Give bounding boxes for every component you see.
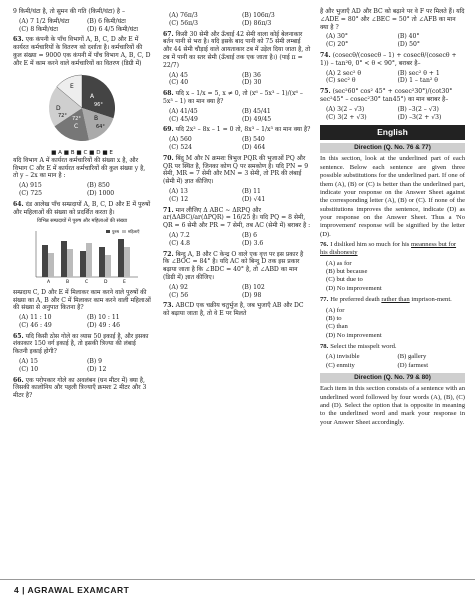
option: (A) 76π/3 bbox=[169, 12, 198, 19]
q71-options bbox=[169, 232, 311, 248]
question-72: 72. बिन्दु A, B और C केन्द्र O वाले एक वृत्त पर इस प्रकार है कि ∠BOC = 84° है। यदि AC को बिन्दु D तक इस प्रकार बढ़ाया जाता है कि ∠BDC = 40° है, तो ∠ABD का मान (डिग्री में) ज्ञात कीजिए। bbox=[163, 250, 304, 281]
option: (D) farmest bbox=[397, 361, 429, 369]
column-2 bbox=[163, 8, 311, 320]
option: (C) 45/49 bbox=[169, 115, 198, 123]
option: (B) 10 : 11 bbox=[87, 314, 120, 322]
direction-text-79-80: Each item in this section consists of a sentence with an underlined word followed by four words (A), (B), (C) and (D). Select the option that is opposite in meaning to the underlined word and mark your response in your Answer Sheet accordingly. bbox=[320, 385, 465, 426]
option: (D) 98 bbox=[242, 291, 262, 299]
option: (B) to bbox=[326, 314, 342, 322]
question-74: 74. (cosecθ/(cosecθ – 1) + cosecθ/(cosecθ + 1)) – tan²θ, 0° < θ < 90°, बराबर है– bbox=[320, 51, 457, 67]
option: (A) invisible bbox=[326, 353, 360, 361]
q77-options bbox=[326, 307, 465, 340]
q63-options bbox=[19, 182, 151, 198]
footer-divider bbox=[0, 579, 475, 580]
q63-continued: यदि विभाग A में कार्यरत कर्मचारियों की संख्या x है, और विभाग C और E में कार्यरत कर्मचारियों की कुल संख्या y है, तो y – 2x का मान है : bbox=[13, 156, 146, 180]
bar-tick-b: B bbox=[66, 279, 70, 285]
question-68: 68. यदि x – 1/x = 5, x ≠ 0, तो (x⁶ – 5x³ – 1)/(x⁶ – 5x³ – 1) का मान क्या है? bbox=[163, 90, 303, 105]
bar-group-d bbox=[99, 247, 111, 277]
q77-text-end: imprison-ment. bbox=[411, 296, 452, 304]
option: (B) –3(2 – √3) bbox=[397, 105, 439, 113]
option: (C) but due to bbox=[326, 276, 363, 284]
q65-text: यदि किसी ठोस गोले का व्यास 50 इकाई है, और इसका शंकाकार 150 वर्ग इकाई है, तो इसकी त्रिज्या की लंबाई कितनी इकाई होगी? bbox=[13, 332, 149, 356]
option: (A) 7.2 bbox=[169, 231, 190, 239]
option: (A) 11 : 10 bbox=[19, 314, 52, 322]
option: (D) 3.6 bbox=[242, 239, 264, 247]
pie-legend: ■ A ■ B ■ C ■ D ■ E bbox=[51, 149, 113, 156]
question-75: 75. (sec²60° cos² 45° + cosec²30°)/(cot30° sec²45° – cosec²30° tan45°) का मान बराबर है– bbox=[320, 88, 453, 103]
option: (A) 45 bbox=[169, 71, 188, 79]
q65-options bbox=[19, 358, 151, 374]
q64-options bbox=[19, 314, 151, 330]
pie-angle-d: 72° bbox=[58, 112, 67, 119]
question-76: 76. I disliked him so much for his meanness but for his dishonesty bbox=[320, 241, 457, 257]
option: (B) 102 bbox=[242, 283, 265, 291]
option: (A) 2 sec² θ bbox=[326, 69, 362, 77]
q67-options bbox=[169, 72, 311, 88]
pie-angle-a: 96° bbox=[94, 101, 103, 108]
question-65: 65. यदि किसी ठोस गोले का व्यास 50 इकाई है, और इसका शंकाकार 150 वर्ग इकाई है, तो इसकी त्रिज्या की लंबाई कितनी इकाई होगी? bbox=[13, 332, 149, 356]
option: (D) 49 : 46 bbox=[87, 321, 121, 329]
option: (A) 13 bbox=[169, 187, 188, 195]
q72-text: बिन्दु A, B और C केन्द्र O वाले एक वृत्त पर इस प्रकार है कि ∠BOC = 84° है। यदि AC को बिन्दु D तक इस प्रकार बढ़ाया जाता है कि ∠BDC = 40° है, तो ∠ABD का मान (डिग्री में) ज्ञात कीजिए। bbox=[163, 250, 304, 281]
option: (C) 40 bbox=[169, 79, 189, 87]
option: (D) 49/45 bbox=[242, 115, 272, 123]
option: (C) 12 bbox=[169, 195, 189, 203]
pie-label-b: B bbox=[94, 114, 99, 122]
pie-label-d: D bbox=[56, 104, 61, 112]
pie-chart bbox=[37, 70, 127, 148]
option: (C) 524 bbox=[169, 143, 192, 151]
option: (D) 50° bbox=[397, 41, 420, 49]
option: (B) 11 bbox=[242, 187, 261, 195]
bar-group-e bbox=[118, 239, 130, 277]
option: (C) 10 bbox=[19, 365, 39, 373]
option: (A) as for bbox=[326, 259, 352, 267]
q63-text: एक कंपनी के पाँच विभागों A, B, C, D और E में कार्यरत कर्मचारियों के वितरण को दर्शाता है। कर्मचारियों की कुल संख्या = 9000 एक कंपनी में पाँच विभाग A, B, C, D और E में काम करने वाले कर्मचारियों का वितरण (डिग्री में) bbox=[13, 36, 151, 67]
option: (C) 725 bbox=[19, 189, 42, 197]
q73-continued: है और भुजाएँ AD और BC को बढ़ाने पर वे F पर मिलते हैं। यदि ∠ADE = 80° और ∠BEC = 50° तो ∠AFB का मान क्या है ? bbox=[320, 8, 465, 31]
pie-label-c: C bbox=[74, 122, 79, 130]
q76-underlined: meanness but for his dishonesty bbox=[320, 241, 457, 257]
bar-tick-a: A bbox=[47, 279, 51, 285]
q67-text: किसी 30 सेमी और ऊँचाई 42 सेमी वाला कोई बेलनाकार बर्तन पानी से भरा है। यदि इसके बाद पानी को 75 सेमी लम्बाई और 44 सेमी चौड़ाई वाले आयताकार टब में उड़ेल दिया जाता है, तो टब में पानी का स्तर सेमी (ऊँचाई तक एक जाता है।) (पाई π = 22/7) bbox=[163, 30, 311, 69]
q73-text: ABCD एक चक्रीय चतुर्भुज है, जब भुजाएँ AB और DC को बढ़ाया जाता है, तो वे E पर मिलते bbox=[163, 302, 304, 318]
option: (B) 6 bbox=[242, 231, 258, 239]
option: (A) 92 bbox=[169, 283, 188, 291]
question-63: 63. एक कंपनी के पाँच विभागों A, B, C, D और E में कार्यरत कर्मचारियों के वितरण को दर्शाता है। कर्मचारियों की कुल संख्या = 9000 एक कंपनी में पाँच विभाग A, B, C, D और E में काम करने वाले कर्मचारियों का वितरण (डिग्री में) bbox=[13, 36, 151, 67]
option: (B) gallery bbox=[397, 353, 427, 361]
option: (C) 4.8 bbox=[169, 239, 191, 247]
q71-text: मान लीजिए Δ ABC ~ ΔRPQ और ar(ΔABC)/ar(ΔPQR) = 16/25 है। यदि PQ = 8 सेमी, QR = 6 सेमी और PR = 7 सेमी, तब AC (सेमी में) बराबर है : bbox=[163, 206, 311, 230]
option: (C) enmity bbox=[326, 361, 355, 369]
option: (C) 3(2 + √3) bbox=[326, 113, 367, 121]
option: (C) sec² θ bbox=[326, 77, 356, 85]
question-78: 78. Select the misspelt word. bbox=[320, 342, 397, 350]
bar-chart bbox=[22, 227, 142, 287]
q77-text: He preferred death bbox=[330, 296, 380, 304]
option: (C) than bbox=[326, 323, 348, 331]
bar-tick-c: C bbox=[85, 279, 89, 285]
q69-text: यदि 2x² – 8x – 1 = 0 तो, 8x³ – 1/x³ का मान क्या है? bbox=[175, 126, 311, 134]
bar-legend-women: महिलाएँ bbox=[128, 228, 140, 234]
option: (B) 36 bbox=[242, 71, 261, 79]
question-64: 64. दंड आलेख पाँच सम्प्रदायों A, B, C, D और E में पुरुषों और महिलाओं की संख्या को प्रदर्शित करता है। bbox=[13, 200, 151, 216]
option: (A) 3(2 – √3) bbox=[326, 105, 365, 113]
q75-options bbox=[326, 106, 465, 122]
q68-options bbox=[169, 108, 311, 124]
q66-options bbox=[169, 12, 311, 28]
page-footer bbox=[0, 575, 475, 600]
bar-tick-e: E bbox=[123, 279, 126, 285]
option: (A) 7 1/2 किमी/घंटा bbox=[19, 17, 70, 25]
option: (C) 8 किमी/घंटा bbox=[19, 25, 58, 33]
pie-label-e: E bbox=[70, 82, 74, 90]
bar-group-b bbox=[61, 241, 73, 277]
option: (A) 915 bbox=[19, 182, 42, 190]
q76-options bbox=[326, 260, 465, 293]
option: (D) 464 bbox=[242, 143, 266, 151]
q70-options bbox=[169, 188, 311, 204]
direction-heading-79-80: Direction (Q. No. 79 & 80) bbox=[320, 373, 465, 383]
q75-text: (sec²60° cos² 45° + cosec²30°)/(cot30° sec²45° – cosec²30° tan45°) का मान बराबर है– bbox=[320, 88, 453, 103]
bar-chart-title: विभिन्न सम्प्रदायों में पुरुष और महिलाओं की संख्या bbox=[36, 218, 128, 225]
q78-text: Select the misspelt word. bbox=[330, 342, 397, 350]
option: (B) 45/41 bbox=[242, 107, 271, 115]
question-71: 71. मान लीजिए Δ ABC ~ ΔRPQ और ar(ΔABC)/ar(ΔPQR) = 16/25 है। यदि PQ = 8 सेमी, QR = 6 सेमी और PR = 7 सेमी, तब AC (सेमी में) बराबर है : bbox=[163, 206, 311, 230]
bar-group-c bbox=[80, 243, 92, 277]
option: (D) 1 – tan² θ bbox=[397, 77, 438, 85]
question-73: 73. ABCD एक चक्रीय चतुर्भुज है, जब भुजाएँ AB और DC को बढ़ाया जाता है, तो वे E पर मिलते bbox=[163, 302, 304, 318]
q76-text: I disliked him so much for his bbox=[330, 241, 410, 249]
option: (B) 106π/3 bbox=[242, 12, 275, 19]
q62-options bbox=[19, 18, 151, 34]
option: (A) 560 bbox=[169, 136, 192, 144]
q68-text: यदि x – 1/x = 5, x ≠ 0, तो (x⁶ – 5x³ – 1)/(x⁶ – 5x³ – 1) का मान क्या है? bbox=[163, 90, 303, 105]
q64-continued: सम्प्रदाय C, D और E में मिलाकर काम करने वाले पुरुषों की संख्या का A, B और C में मिलाकर काम करने वाली महिलाओं की संख्या से अनुपात कितना है? bbox=[13, 288, 151, 312]
q66-text: एक परोपकार गोले का अवलंबन (घन मीटर में) क्या है, जिसकी कालोनिय और पहली त्रिज्याएँ क्रमशः 2 मीटर और 3 मीटर है? bbox=[13, 376, 147, 400]
option: (D) 12 bbox=[87, 365, 107, 373]
option: (A) 41/45 bbox=[169, 107, 198, 115]
option: (A) 15 bbox=[19, 358, 38, 366]
q74-text: (cosecθ/(cosecθ – 1) + cosecθ/(cosecθ + 1)) – tan²θ, 0° < θ < 90°, बराबर है– bbox=[320, 51, 457, 67]
option: (A) for bbox=[326, 306, 345, 314]
footer-brand: 4 | AGRAWAL EXAMCART bbox=[14, 585, 130, 595]
q70-text: बिंदु M और N क्रमशः त्रिभुज PQR की भुजाओं PQ और QR पर स्थित है, जिनका कोण Q पर समकोण है। यदि PN = 9 सेमी, MR = 7 सेमी और MN = 3 सेमी, तो PR की लंबाई (सेमी में) ज्ञात कीजिए। bbox=[163, 154, 309, 186]
q72-options bbox=[169, 284, 311, 300]
option: (A) 30° bbox=[326, 33, 348, 41]
option: (B) 6 किमी/घंटा bbox=[87, 17, 126, 25]
q74-options bbox=[326, 70, 465, 86]
pie-angle-c: 72° bbox=[72, 115, 81, 122]
option: (D) No improvement bbox=[326, 284, 382, 292]
question-69: 69. यदि 2x² – 8x – 1 = 0 तो, 8x³ – 1/x³ का मान क्या है? bbox=[163, 126, 311, 134]
q73-options bbox=[326, 33, 465, 49]
option: (C) 20° bbox=[326, 41, 349, 49]
direction-heading-76-77: Direction (Q. No. 76 & 77) bbox=[320, 143, 465, 153]
column-1 bbox=[13, 8, 151, 402]
question-66: 66. एक परोपकार गोले का अवलंबन (घन मीटर में) क्या है, जिसकी कालोनिय और पहली त्रिज्याएँ क्रमशः 2 मीटर और 3 मीटर है? bbox=[13, 376, 147, 400]
q69-options bbox=[169, 136, 311, 152]
bar-legend-men: पुरुष bbox=[112, 228, 119, 234]
q64-text: दंड आलेख पाँच सम्प्रदायों A, B, C, D और E में पुरुषों और महिलाओं की संख्या को प्रदर्शित करता है। bbox=[13, 200, 151, 216]
option: (D) 1000 bbox=[87, 189, 115, 197]
option: (D) 86π/3 bbox=[242, 19, 272, 27]
bar-tick-d: D bbox=[104, 279, 108, 285]
option: (C) 46 : 49 bbox=[19, 321, 52, 329]
option: (D) 6 4/5 किमी/घंटा bbox=[87, 25, 138, 33]
option: (B) 9 bbox=[87, 358, 103, 366]
option: (C) 56π/3 bbox=[169, 19, 199, 27]
column-3 bbox=[320, 8, 465, 427]
option: (D) √41 bbox=[242, 195, 266, 203]
option: (B) 540 bbox=[242, 136, 265, 144]
option: (C) 56 bbox=[169, 291, 189, 299]
q77-underlined: rather than bbox=[381, 296, 410, 304]
option: (B) 40° bbox=[397, 33, 420, 41]
section-heading-english: English bbox=[320, 125, 465, 140]
question-70: 70. बिंदु M और N क्रमशः त्रिभुज PQR की भुजाओं PQ और QR पर स्थित है, जिनका कोण Q पर समकोण है। यदि PN = 9 सेमी, MR = 7 सेमी और MN = 3 सेमी, तो PR की लंबाई (सेमी में) ज्ञात कीजिए। bbox=[163, 154, 309, 186]
option: (B) sec² θ + 1 bbox=[397, 69, 440, 77]
q62-tail: 9 किमी/घंटा है, तो सुमन की गति (किमी/घंटा) है – bbox=[13, 8, 126, 15]
direction-text-76-77: In this section, look at the underlined part of each sentence. Below each sentence are given three possible substitutions for the underlined part. If one of them (A), (B) or (C) is better than the underlined part, indicate your response on the Answer Sheet against the corresponding letter (A), (B) or (C). If none of the substitutions improves the sentence, indicate (D) as your response on the Answer Sheet. Thus a 'No improvement' response will be signified by the letter (D). bbox=[320, 155, 465, 238]
pie-angle-b: 64° bbox=[96, 123, 105, 130]
question-67: 67. किसी 30 सेमी और ऊँचाई 42 सेमी वाला कोई बेलनाकार बर्तन पानी से भरा है। यदि इसके बाद पानी को 75 सेमी लम्बाई और 44 सेमी चौड़ाई वाले आयताकार टब में उड़ेल दिया जाता है, तो टब में पानी का स्तर सेमी (ऊँचाई तक एक जाता है।) (पाई π = 22/7) bbox=[163, 30, 311, 69]
option: (D) 30 bbox=[242, 79, 262, 87]
q78-options bbox=[326, 353, 465, 370]
bar-group-a bbox=[42, 245, 54, 277]
option: (D) No improvement bbox=[326, 331, 382, 339]
option: (B) but because bbox=[326, 268, 368, 276]
option: (D) –3(2 + √3) bbox=[397, 113, 442, 121]
question-77: 77. He preferred death rather than imprison-ment. bbox=[320, 296, 452, 304]
option: (B) 850 bbox=[87, 182, 110, 190]
pie-label-a: A bbox=[90, 92, 95, 100]
